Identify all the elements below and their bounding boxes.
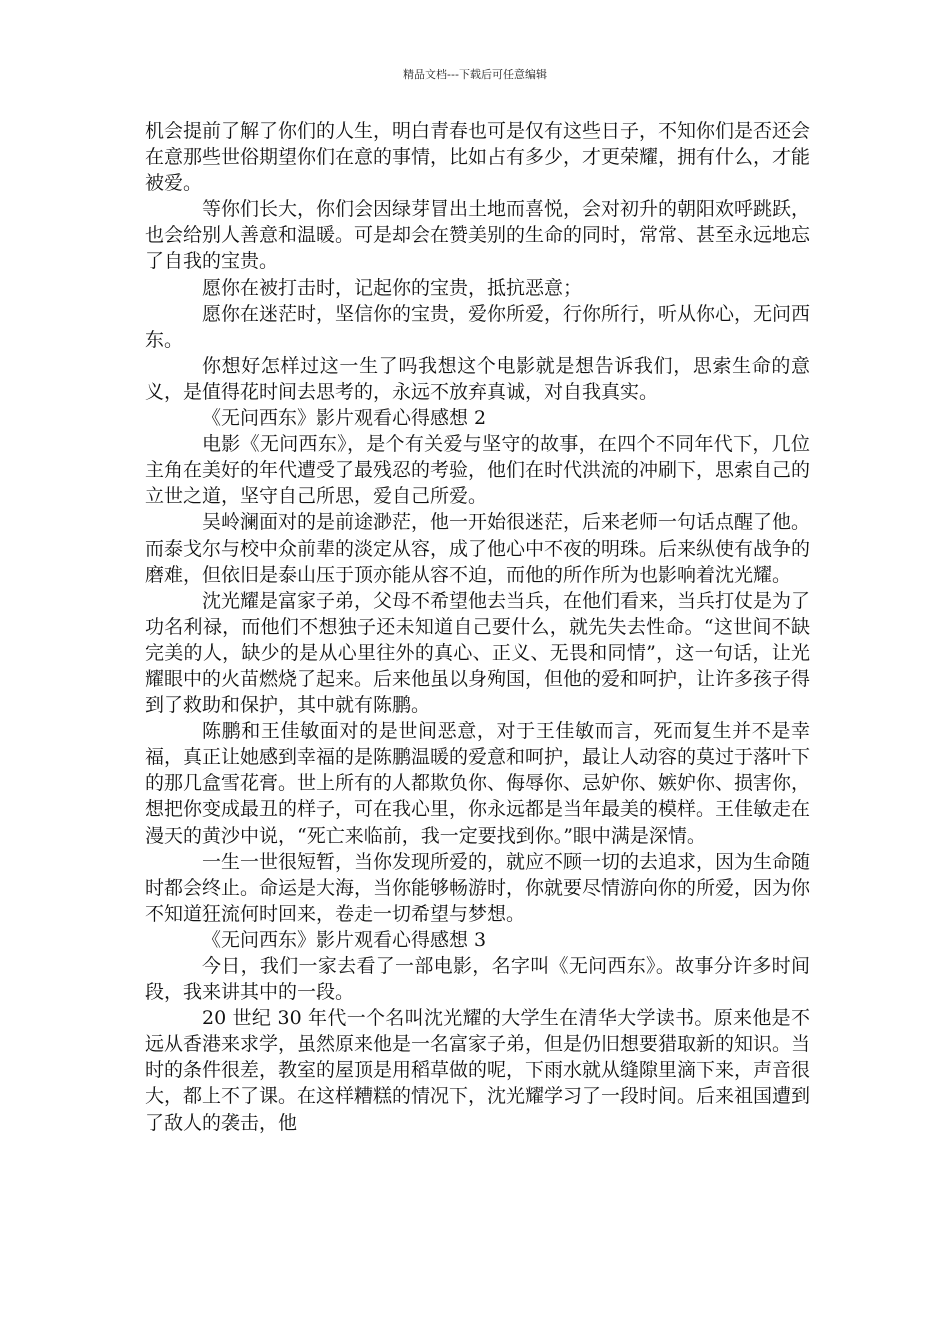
paragraph: 等你们长大，你们会因绿芽冒出土地而喜悦，会对初升的朝阳欢呼跳跃，也会给别人善意和温暖。可是却会在赞美别的生命的同时，常常、甚至永远地忘了自我的宝贵。 xyxy=(145,198,811,273)
paragraph: 你想好怎样过这一生了吗我想这个电影就是想告诉我们，思索生命的意义，是值得花时间去思考的，永远不放弃真诚，对自我真实。 xyxy=(145,354,810,403)
paragraph: 今日，我们一家去看了一部电影，名字叫《无问西东》。故事分许多时间段，我来讲其中的一段。 xyxy=(145,955,810,1004)
paragraph: 吴岭澜面对的是前途渺茫，他一开始很迷茫，后来老师一句话点醒了他。而泰戈尔与校中众前辈的淡定从容，成了他心中不夜的明珠。后来纵使有战争的磨难，但依旧是泰山压于顶亦能从容不迫，而他的所作所为也影响着沈光耀。 xyxy=(145,511,811,586)
paragraph: 《无问西东》影片观看心得感想 3 xyxy=(202,928,487,951)
paragraph: 沈光耀是富家子弟，父母不希望他去当兵，在他们看来，当兵打仗是为了功名利禄，而他们不想独子还未知道自己要什么，就先失去性命。“这世间不缺完美的人，缺少的是从心里往外的真心、正义、无畏和同情”，这一句话，让光耀眼中的火苗燃烧了起来。后来他虽以身殉国，但他的爱和呵护，让许多孩子得到了救助和保护，其中就有陈鹏。 xyxy=(145,589,811,717)
paragraph: 愿你在迷茫时，坚信你的宝贵，爱你所爱，行你所行，听从你心，无问西东。 xyxy=(145,302,811,351)
paragraph: 20 世纪 30 年代一个名叫沈光耀的大学生在清华大学读书。原来他是不远从香港来求学，虽然原来他是一名富家子弟，但是仍旧想要猎取新的知识。当时的条件很差，教室的屋顶是用稻草做的呢，下雨水就从缝隙里滴下来，声音很大，都上不了课。在这样糟糕的情况下，沈光耀学习了一段时间。后来祖国遭到了敌人的袭击，他 xyxy=(145,1007,811,1134)
paragraph: 《无问西东》影片观看心得感想 2 xyxy=(202,407,487,430)
page-header: 精品文档---下载后可任意编辑 xyxy=(403,68,547,81)
document-body xyxy=(145,118,810,1136)
paragraph: 一生一世很短暂，当你发现所爱的，就应不顾一切的去追求，因为生命随时都会终止。命运是大海，当你能够畅游时，你就要尽情游向你的所爱，因为你不知道狂流何时回来，卷走一切希望与梦想。 xyxy=(145,850,811,925)
paragraph: 机会提前了解了你们的人生，明白青春也可是仅有这些日子，不知你们是否还会在意那些世俗期望你们在意的事情，比如占有多少，才更荣耀，拥有什么，才能被爱。 xyxy=(145,120,811,195)
paragraph: 电影《无问西东》，是个有关爱与坚守的故事，在四个不同年代下，几位主角在美好的年代遭受了最残忍的考验，他们在时代洪流的冲刷下，思索自己的立世之道，坚守自己所思，爱自己所爱。 xyxy=(145,433,811,508)
paragraph: 陈鹏和王佳敏面对的是世间恶意，对于王佳敏而言，死而复生并不是幸福，真正让她感到幸福的是陈鹏温暖的爱意和呵护，最让人动容的莫过于落叶下的那几盒雪花膏。世上所有的人都欺负你、侮辱你、忌妒你、嫉妒你、损害你，想把你变成最丑的样子，可在我心里，你永远都是当年最美的模样。王佳敏走在漫天的黄沙中说，“死亡来临前，我一定要找到你。”眼中满是深情。 xyxy=(145,720,811,847)
paragraph: 愿你在被打击时，记起你的宝贵，抵抗恶意； xyxy=(202,276,583,299)
